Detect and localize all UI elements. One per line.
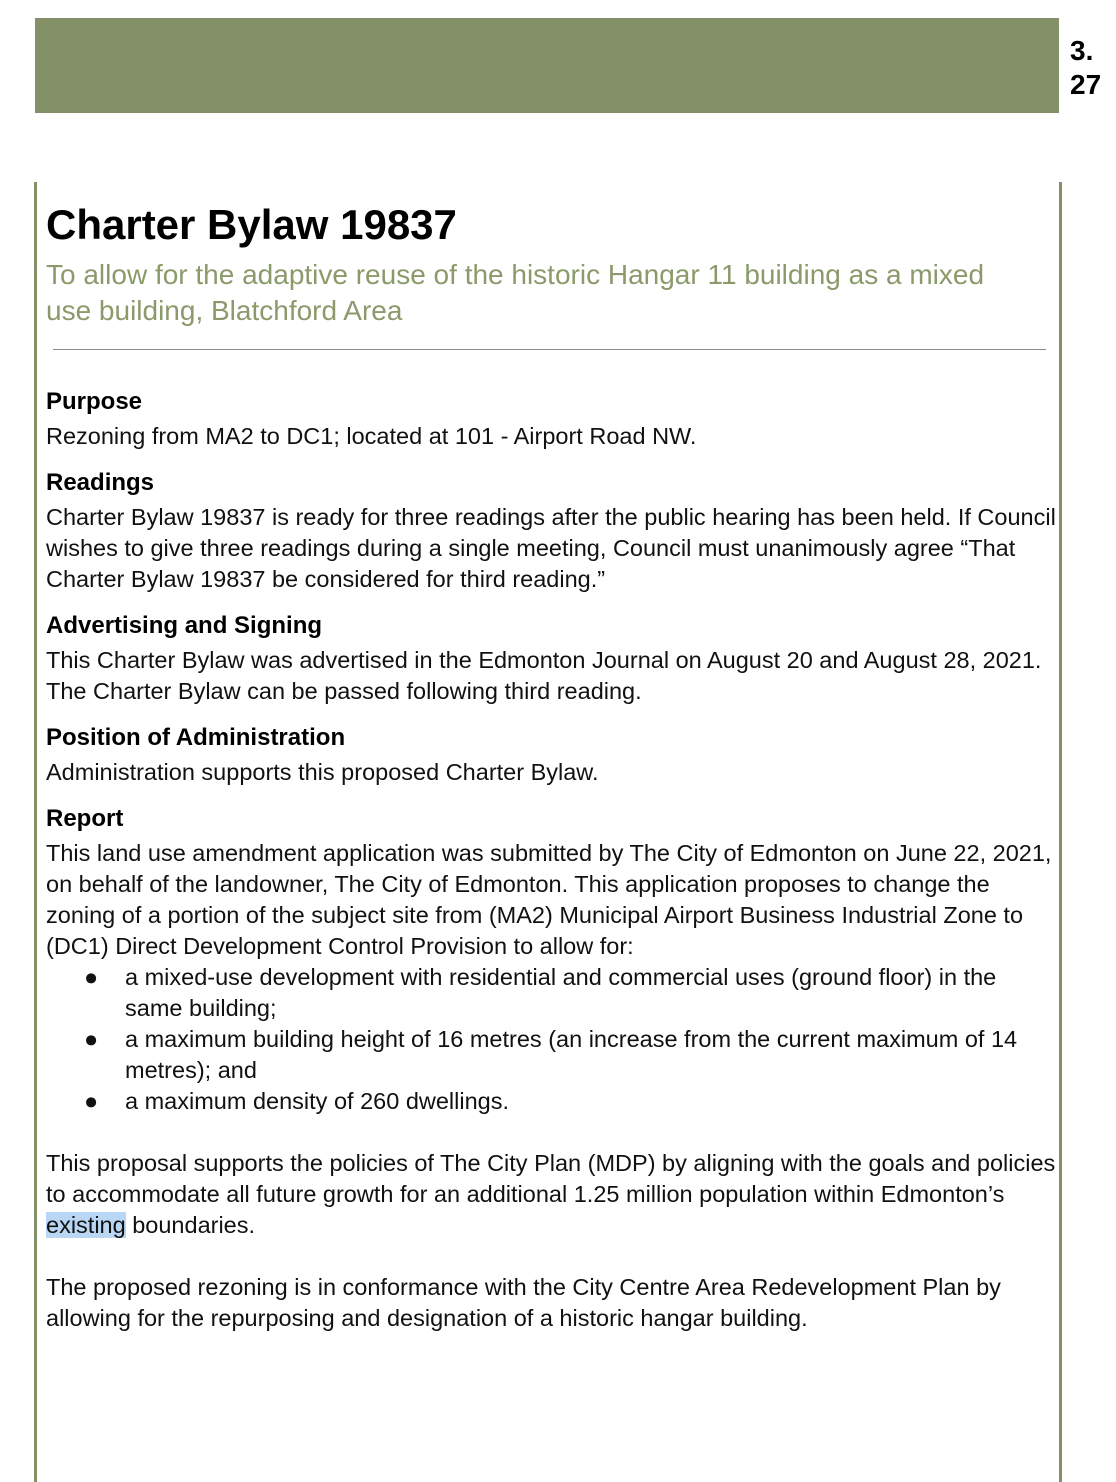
position-heading: Position of Administration bbox=[46, 724, 346, 751]
header-band bbox=[35, 18, 1059, 113]
page-subtitle: To allow for the adaptive reuse of the historic Hangar 11 building as a mixed use building, Blatchford Area bbox=[46, 259, 985, 326]
readings-heading: Readings bbox=[46, 469, 155, 496]
section-advertising bbox=[46, 607, 1056, 707]
report-heading: Report bbox=[46, 805, 124, 832]
bullet-icon: ● bbox=[84, 964, 99, 990]
item-number-part-1: 3. bbox=[1070, 35, 1094, 66]
report-paragraph-3: The proposed rezoning is in conformance with the City Centre Area Redevelopment Plan by allowing for the repurposing and designation of a historic hangar building. bbox=[46, 1274, 1001, 1331]
section-report bbox=[46, 800, 1056, 1334]
title-divider bbox=[53, 349, 1046, 350]
report-paragraph-2-start: This proposal supports the policies of The City Plan (MDP) by aligning with the goals and policies to accommodate all future growth for an additional 1.25 million population within Edmonton’s bbox=[46, 1150, 1056, 1207]
list-item bbox=[46, 962, 1056, 1024]
report-paragraph-2 bbox=[46, 1148, 1056, 1241]
advertising-heading: Advertising and Signing bbox=[46, 612, 323, 639]
report-intro: This land use amendment application was submitted by The City of Edmonton on June 22, 2021, on behalf of the landowner, The City of Edmonton. This application proposes to change the zoning of a portion of the subject site from (MA2) Municipal Airport Business Industrial Zone to (DC1) Direct Development Control Provision to allow for: bbox=[46, 840, 1052, 959]
bullet-icon: ● bbox=[84, 1088, 99, 1114]
advertising-text: This Charter Bylaw was advertised in the Edmonton Journal on August 20 and August 28, 2021. The Charter Bylaw can be passed following third reading. bbox=[46, 647, 1042, 704]
section-readings bbox=[46, 464, 1056, 595]
bullet-icon: ● bbox=[84, 1026, 99, 1052]
list-item bbox=[46, 1024, 1056, 1086]
position-text: Administration supports this proposed Charter Bylaw. bbox=[46, 759, 599, 785]
document-body bbox=[46, 383, 1056, 1346]
purpose-text: Rezoning from MA2 to DC1; located at 101 - Airport Road NW. bbox=[46, 423, 697, 449]
highlighted-word[interactable]: existing bbox=[46, 1212, 126, 1238]
purpose-heading: Purpose bbox=[46, 388, 143, 415]
readings-text: Charter Bylaw 19837 is ready for three readings after the public hearing has been held. If Council wishes to give three readings during a single meeting, Council must unanimously agree “That Charter Bylaw 19837 be considered for third reading.” bbox=[46, 504, 1056, 592]
section-position bbox=[46, 719, 1056, 788]
item-number-part-2: 27 bbox=[1070, 69, 1102, 100]
bullet-text: a mixed-use development with residential and commercial uses (ground floor) in the same building; bbox=[125, 964, 997, 1021]
report-paragraph-2-end: boundaries. bbox=[125, 1212, 256, 1238]
report-bullet-list bbox=[46, 962, 1056, 1117]
page-title: Charter Bylaw 19837 bbox=[46, 201, 457, 248]
bullet-text: a maximum density of 260 dwellings. bbox=[125, 1088, 510, 1114]
section-purpose bbox=[46, 383, 1056, 452]
list-item bbox=[46, 1086, 1056, 1117]
bullet-text: a maximum building height of 16 metres (an increase from the current maximum of 14 metres); and bbox=[125, 1026, 1018, 1083]
agenda-item-number bbox=[1070, 34, 1114, 102]
